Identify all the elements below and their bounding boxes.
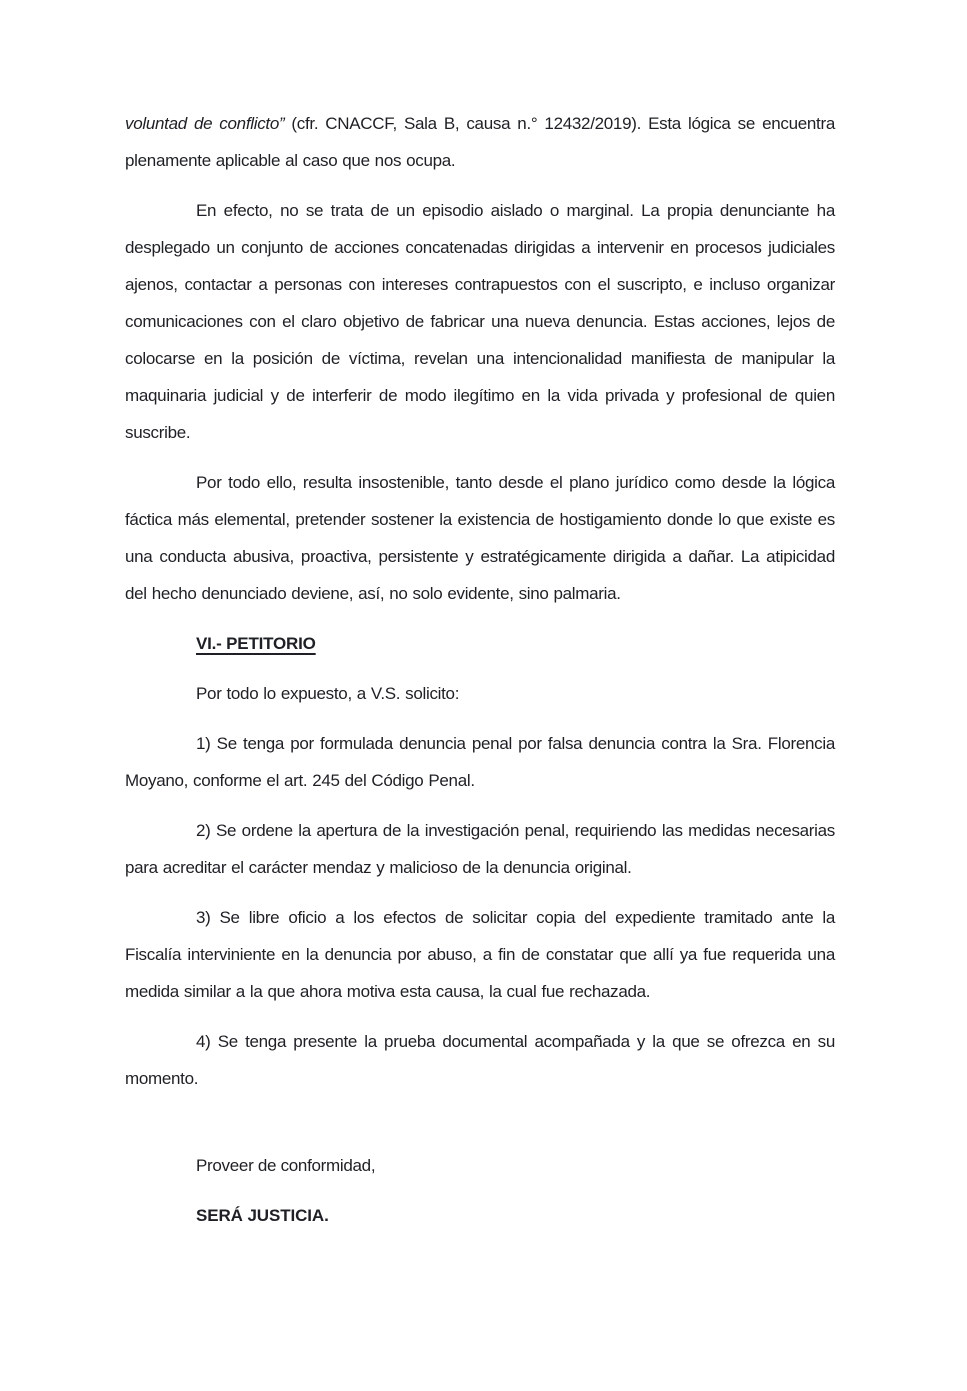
petitorio-intro: Por todo lo expuesto, a V.S. solicito: <box>196 684 460 703</box>
section-heading-text: VI.- PETITORIO <box>196 634 316 653</box>
petitorio-item-4: 4) Se tenga presente la prueba documental acompañada y la que se ofrezca en su momento. <box>125 1032 835 1088</box>
quoted-phrase-italic: voluntad de conflicto” <box>125 114 285 133</box>
petitorio-item-3: 3) Se libre oficio a los efectos de solicitar copia del expediente tramitado ante la Fiscalía interviniente en la denuncia por abuso, a fin de constatar que allí ya fue requerida una medida similar a la que ahora motiva esta causa, la cual fue rechazada. <box>125 908 835 1001</box>
paragraph-por-todo-ello: Por todo ello, resulta insostenible, tanto desde el plano jurídico como desde la lógica fáctica más elemental, pretender sostener la existencia de hostigamiento donde lo que existe es una conducta abusiva, proactiva, persistente y estratégicamente dirigida a dañar. La atipicidad del hecho denunciado deviene, así, no solo evidente, sino palmaria. <box>125 473 835 603</box>
closing-sera-justicia: SERÁ JUSTICIA. <box>196 1206 329 1225</box>
petitorio-item-2: 2) Se ordene la apertura de la investigación penal, requiriendo las medidas necesarias para acreditar el carácter mendaz y malicioso de la denuncia original. <box>125 821 835 877</box>
paragraph-en-efecto: En efecto, no se trata de un episodio aislado o marginal. La propia denunciante ha desplegado un conjunto de acciones concatenadas dirigidas a intervenir en procesos judiciales ajenos, contactar a personas con intereses contrapuestos con el suscripto, e incluso organizar comunicaciones con el claro objetivo de fabricar una nueva denuncia. Estas acciones, lejos de colocarse en la posición de víctima, revelan una intencionalidad manifiesta de manipular la maquinaria judicial y de interferir de modo ilegítimo en la vida privada y profesional de quien suscribe. <box>125 201 835 442</box>
citation-text: (cfr. CNACCF, Sala B, causa n.° 12432/2019). Esta lógica se encuentra plenamente aplicable al caso que nos ocupa. <box>125 114 835 170</box>
section-heading-petitorio <box>125 625 835 662</box>
paragraph-continuation <box>125 105 835 179</box>
petitorio-item-1: 1) Se tenga por formulada denuncia penal por falsa denuncia contra la Sra. Florencia Moyano, conforme el art. 245 del Código Penal. <box>125 734 835 790</box>
document-content <box>125 0 835 1247</box>
closing-proveer: Proveer de conformidad, <box>196 1156 376 1175</box>
